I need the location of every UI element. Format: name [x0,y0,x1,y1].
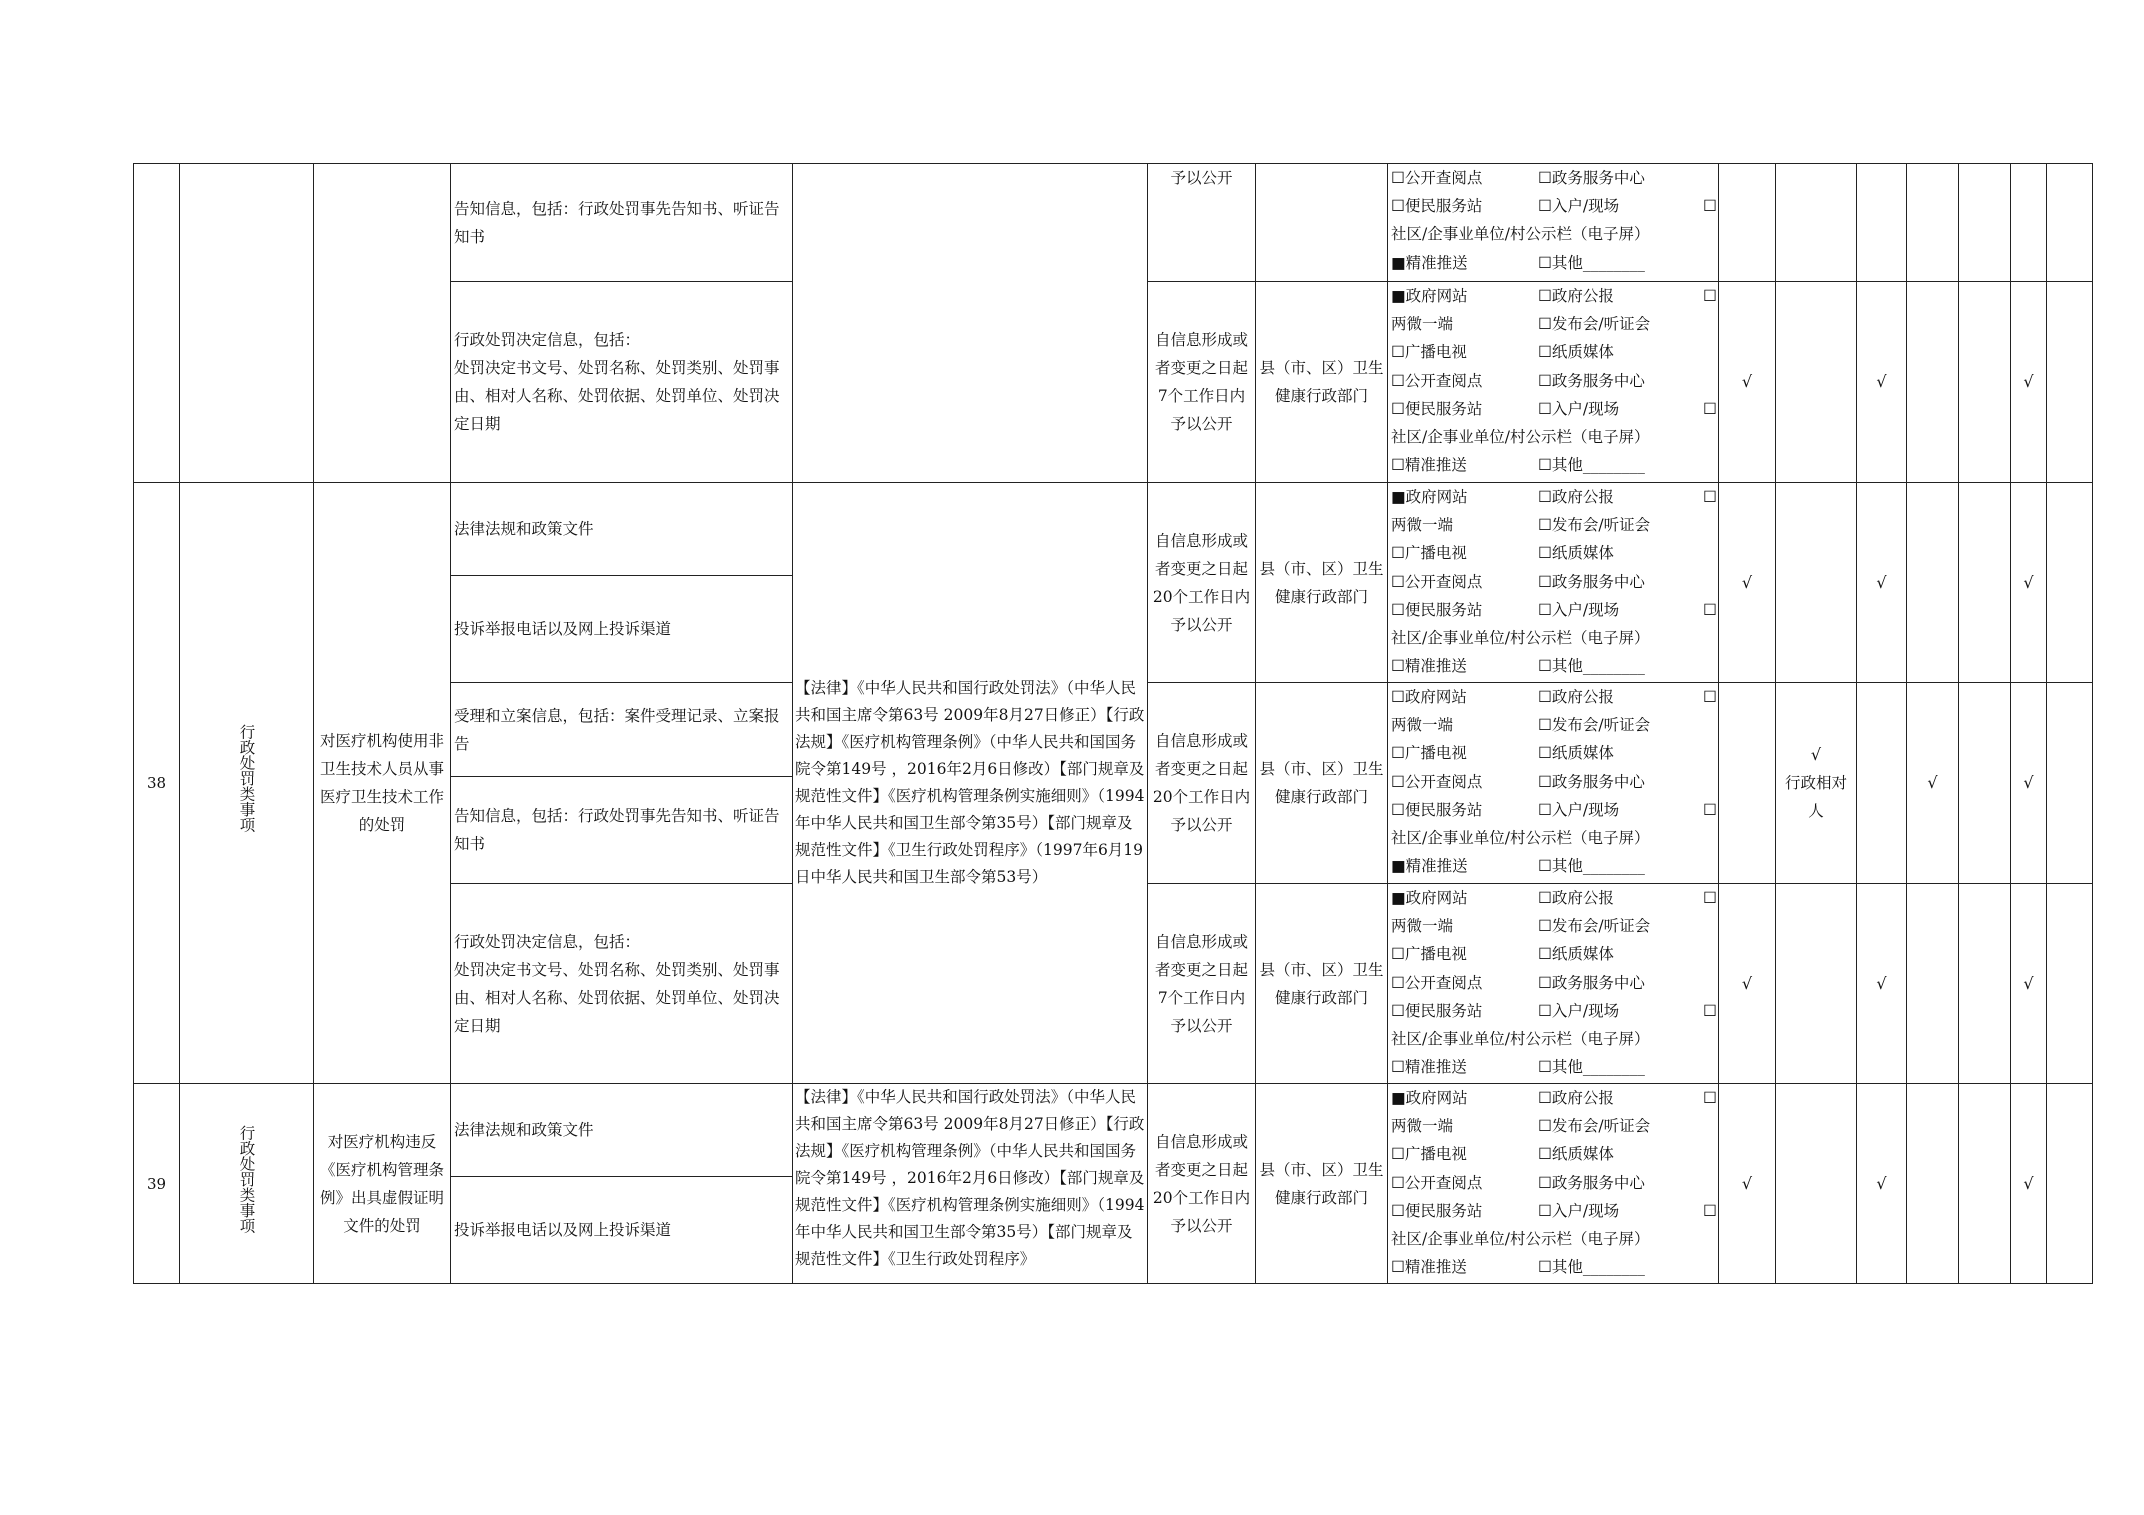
channel-option: 两微一端 [1391,516,1454,535]
channel-option-row [1391,1169,1715,1197]
channel-option: ☐纸质媒体 [1538,945,1614,964]
channel-option: 两微一端 [1391,1117,1454,1136]
time-cell: 自信息形成或者变更之日起7个工作日内予以公开 [1148,884,1256,1084]
channel-option-row [1391,1225,1715,1253]
row-number-cell: 39 [134,1084,180,1284]
basis-cell [793,164,1148,483]
channel-option-row [1391,483,1715,511]
tick-cell [2011,164,2047,282]
channel-option: ■政府网站 [1391,1089,1468,1107]
channel-option: ☐政府公报 [1538,1089,1614,1107]
channel-option [1703,1025,1715,1053]
channel-option: ☐政务服务中心 [1538,169,1645,187]
channel-option: ☐ [1703,800,1717,819]
channel-option: 社区/企事业单位/村公示栏（电子屏） [1391,428,1650,447]
channel-option [1703,768,1715,796]
channel-option: ☐入户/现场 [1538,1201,1620,1220]
channel-option-row [1391,1112,1715,1140]
channel-option-row [1391,768,1715,796]
channel-option-row [1391,1053,1715,1081]
tick-cell: √ [1857,1084,1907,1284]
channel-option: ☐公开查阅点 [1391,973,1483,992]
channel-option [1649,1025,1703,1053]
tick-cell [1959,164,2011,282]
channel-option: ☐纸质媒体 [1538,544,1614,563]
channel-option: ☐政务服务中心 [1538,572,1645,591]
channel-option [1703,367,1715,395]
tick-cell: √ [1857,282,1907,483]
channel-option: 社区/企事业单位/村公示栏（电子屏） [1391,629,1650,648]
time-cell: 自信息形成或者变更之日起7个工作日内予以公开 [1148,282,1256,483]
channel-option [1703,568,1715,596]
channel-option: ☐公开查阅点 [1391,169,1483,187]
content-cell: 告知信息，包括：行政处罚事先告知书、听证告知书 [451,164,793,282]
tick-cell: √ [1719,483,1776,683]
tick-cell: √ [1719,884,1776,1084]
channel-option-row [1391,596,1715,624]
channels-cell [1388,483,1719,683]
channel-option-row [1391,1140,1715,1168]
content-line: 处罚决定书文号、处罚名称、处罚类别、处罚事由、相对人名称、处罚依据、处罚单位、处罚决定日期 [454,960,780,1035]
channel-option [1703,1112,1715,1140]
item-cell [314,164,451,483]
channel-option [1703,451,1715,479]
channel-option-row [1391,511,1715,539]
channel-option: ☐政府公报 [1538,488,1614,506]
channel-option: ☐便民服务站 [1391,600,1483,619]
tick-cell [1959,683,2011,884]
channel-option: ☐发布会/听证会 [1538,917,1651,936]
tick-cell [2047,1084,2093,1284]
channel-option: ☐ [1703,488,1717,506]
channel-option: ■政府网站 [1391,889,1468,907]
channels-cell [1388,683,1719,884]
channel-option [1703,539,1715,567]
channel-option-row [1391,282,1715,310]
tick-cell: √ [2011,483,2047,683]
channel-option: ☐便民服务站 [1391,800,1483,819]
channel-option: ☐其他________ [1538,1258,1645,1277]
channel-option: ☐发布会/听证会 [1538,716,1651,735]
content-cell: 受理和立案信息，包括：案件受理记录、立案报告 [451,683,793,777]
channel-option [1703,824,1715,852]
channel-option: ☐ [1703,889,1717,907]
object-label: 行政相对人 [1784,774,1847,820]
channel-option-row [1391,624,1715,652]
channel-option [1703,1253,1715,1281]
channel-option: 社区/企事业单位/村公示栏（电子屏） [1391,829,1650,848]
channel-option: ☐公开查阅点 [1391,371,1483,390]
content-cell: 投诉举报电话以及网上投诉渠道 [451,576,793,683]
channel-option: ☐其他________ [1538,456,1645,475]
tick-cell [1719,683,1776,884]
channel-option-row [1391,824,1715,852]
channel-option [1649,220,1703,248]
tick-cell: √ [2011,282,2047,483]
channel-option-row [1391,796,1715,824]
content-line: 处罚决定书文号、处罚名称、处罚类别、处罚事由、相对人名称、处罚依据、处罚单位、处罚决定日期 [454,359,780,433]
table-row [134,1084,2093,1177]
channel-option: ☐精准推送 [1391,1058,1467,1077]
channel-option: ☐公开查阅点 [1391,1173,1483,1192]
channel-option [1703,338,1715,366]
channel-option [1703,912,1715,940]
channel-option: ☐精准推送 [1391,1258,1467,1277]
category-text: 行政处罚类事项 [237,724,256,833]
tick-cell [1776,884,1857,1084]
channel-option [1649,1225,1703,1253]
channel-option-row [1391,192,1715,220]
channel-option-row [1391,568,1715,596]
row-number-cell [134,164,180,483]
channel-option [1703,739,1715,767]
tick-cell: √ [2011,683,2047,884]
tick-cell [1907,483,1959,683]
channel-option: ☐广播电视 [1391,744,1467,763]
channel-option: ☐其他________ [1538,857,1645,876]
document-page [133,163,2093,1284]
channel-option [1703,624,1715,652]
basis-cell: 【法律】《中华人民共和国行政处罚法》（中华人民共和国主席令第63号 2009年8月27日修正）【行政法规】《医疗机构管理条例》（中华人民共和国国务院令第149号 ，2016年2月6日修改）【部门规章及规范性文件】《医疗机构管理条例实施细则》（1994年中华人民共和国卫生部令第35号）【部门规章及规范性文件】《卫生行政处罚程序》 [793,1084,1148,1284]
table-row [134,483,2093,576]
channels-cell [1388,164,1719,282]
channel-option: ☐发布会/听证会 [1538,516,1651,535]
channel-option [1703,852,1715,880]
channel-option-row [1391,539,1715,567]
channel-option: ☐ [1703,197,1717,216]
channel-option-row [1391,1084,1715,1112]
channel-option: ☐精准推送 [1391,657,1467,676]
channel-option-row [1391,1197,1715,1225]
tick-mark: √ [1810,745,1822,764]
channel-option-row [1391,310,1715,338]
channel-option [1703,1053,1715,1081]
channel-option: 两微一端 [1391,716,1454,735]
category-cell [180,164,314,483]
category-cell [180,483,314,1084]
channel-option-row [1391,451,1715,479]
channel-option: ☐便民服务站 [1391,197,1483,216]
channel-option [1649,824,1703,852]
channel-option: ☐纸质媒体 [1538,343,1614,362]
channel-option: ☐ [1703,1001,1717,1020]
channel-option: 社区/企事业单位/村公示栏（电子屏） [1391,1030,1650,1049]
channel-option: ☐便民服务站 [1391,1201,1483,1220]
tick-cell [2047,884,2093,1084]
channel-option: ☐公开查阅点 [1391,572,1483,591]
tick-cell [1857,164,1907,282]
channel-option-row [1391,940,1715,968]
channel-option [1649,624,1703,652]
time-cell: 自信息形成或者变更之日起20个工作日内予以公开 [1148,1084,1256,1284]
tick-cell [1907,282,1959,483]
subject-cell: 县（市、区）卫生健康行政部门 [1256,884,1388,1084]
content-cell: 告知信息，包括：行政处罚事先告知书、听证告知书 [451,777,793,884]
channel-option [1703,423,1715,451]
channel-option [1703,1225,1715,1253]
tick-cell [1907,1084,1959,1284]
time-cell: 自信息形成或者变更之日起20个工作日内予以公开 [1148,483,1256,683]
channel-option: ☐便民服务站 [1391,1001,1483,1020]
channel-option: ☐便民服务站 [1391,399,1483,418]
channel-option [1703,940,1715,968]
channel-option-row [1391,711,1715,739]
tick-cell [1907,164,1959,282]
channel-option [1703,652,1715,680]
channel-option [1649,423,1703,451]
disclosure-table [133,163,2093,1284]
basis-cell: 【法律】《中华人民共和国行政处罚法》（中华人民共和国主席令第63号 2009年8月27日修正）【行政法规】《医疗机构管理条例》（中华人民共和国国务院令第149号 ，2016年2月6日修改）【部门规章及规范性文件】《医疗机构管理条例实施细则》（1994年中华人民共和国卫生部令第35号）【部门规章及规范性文件】《卫生行政处罚程序》（1997年6月19日中华人民共和国卫生部令第53号） [793,483,1148,1084]
channel-option: 社区/企事业单位/村公示栏（电子屏） [1391,1230,1650,1249]
tick-cell [1959,1084,2011,1284]
channel-option: ☐ [1703,1089,1717,1107]
channel-option: ☐其他________ [1538,1058,1645,1077]
tick-cell [2047,483,2093,683]
channel-option: ☐精准推送 [1391,456,1467,475]
channel-option: ☐广播电视 [1391,343,1467,362]
channels-cell [1388,282,1719,483]
channels-cell [1388,1084,1719,1284]
table-row [134,164,2093,282]
channel-option-row [1391,739,1715,767]
channel-option [1703,1169,1715,1197]
channel-option [1703,511,1715,539]
channel-option: ☐ [1703,688,1717,706]
channel-option: ☐政府公报 [1538,287,1614,305]
tick-cell: √ [2011,1084,2047,1284]
tick-cell [1776,483,1857,683]
content-cell: 法律法规和政策文件 [451,483,793,576]
channel-option [1703,220,1715,248]
channel-option: ☐入户/现场 [1538,197,1620,216]
content-line: 行政处罚决定信息，包括： [454,932,641,951]
channel-option: ☐ [1703,600,1717,619]
content-line: 行政处罚决定信息，包括： [454,331,641,349]
channel-option: ☐广播电视 [1391,1145,1467,1164]
channel-option-row [1391,969,1715,997]
channel-option: 社区/企事业单位/村公示栏（电子屏） [1391,225,1650,244]
tick-cell: √ [1857,884,1907,1084]
tick-cell: √ [2011,884,2047,1084]
channel-option: ☐入户/现场 [1538,600,1620,619]
channel-option-row [1391,367,1715,395]
channel-option: ■政府网站 [1391,287,1468,305]
channel-option: ☐纸质媒体 [1538,1145,1614,1164]
tick-cell [1959,884,2011,1084]
channel-option-row [1391,423,1715,451]
channel-option: ■精准推送 [1391,857,1468,876]
time-cell: 自信息形成或者变更之日起20个工作日内予以公开 [1148,683,1256,884]
channel-option: 两微一端 [1391,917,1454,936]
tick-cell: √ [1719,282,1776,483]
content-cell [451,884,793,1084]
channel-option: ☐ [1703,1201,1717,1220]
channel-option-row [1391,652,1715,680]
tick-cell [1719,164,1776,282]
channel-option [1703,164,1715,192]
channel-option [1703,1140,1715,1168]
content-cell: 法律法规和政策文件 [451,1084,793,1177]
channel-option: ☐广播电视 [1391,544,1467,563]
tick-cell [2047,683,2093,884]
tick-cell [1959,483,2011,683]
channel-option: ■精准推送 [1391,253,1468,272]
channel-option-row [1391,884,1715,912]
channels-cell [1388,884,1719,1084]
tick-cell: √ [1907,683,1959,884]
tick-cell [1959,282,2011,483]
channel-option-row [1391,249,1715,277]
channel-option-row [1391,683,1715,711]
channel-option [1703,249,1715,277]
channel-option: ☐政府网站 [1391,688,1467,706]
tick-cell: √ [1857,483,1907,683]
channel-option-row [1391,220,1715,248]
tick-cell [1857,683,1907,884]
content-cell: 投诉举报电话以及网上投诉渠道 [451,1177,793,1284]
channel-option: ☐广播电视 [1391,945,1467,964]
channel-option: ☐其他________ [1538,657,1645,676]
subject-cell: 县（市、区）卫生健康行政部门 [1256,483,1388,683]
channel-option: ☐政府公报 [1538,688,1614,706]
row-number-cell: 38 [134,483,180,1084]
channel-option: ☐政府公报 [1538,889,1614,907]
channel-option-row [1391,997,1715,1025]
channel-option: ☐纸质媒体 [1538,744,1614,763]
channel-option: ☐入户/现场 [1538,800,1620,819]
channel-option [1703,310,1715,338]
item-cell: 对医疗机构违反《医疗机构管理条例》出具虚假证明文件的处罚 [314,1084,451,1284]
channel-option-row [1391,1253,1715,1281]
tick-cell [1776,282,1857,483]
channel-option [1703,711,1715,739]
channel-option: ☐政务服务中心 [1538,973,1645,992]
subject-cell [1256,164,1388,282]
channel-option: ☐ [1703,399,1717,418]
channel-option: 两微一端 [1391,315,1454,334]
tick-cell: √ [1719,1084,1776,1284]
channel-option-row [1391,164,1715,192]
object-cell [1776,683,1857,884]
channel-option: ☐入户/现场 [1538,1001,1620,1020]
channel-option-row [1391,912,1715,940]
tick-cell [1776,1084,1857,1284]
subject-cell: 县（市、区）卫生健康行政部门 [1256,1084,1388,1284]
tick-cell [1776,164,1857,282]
channel-option: ☐政务服务中心 [1538,772,1645,791]
channel-option: ☐入户/现场 [1538,399,1620,418]
channel-option: ☐其他________ [1538,253,1645,272]
channel-option: ☐政务服务中心 [1538,1173,1645,1192]
channel-option-row [1391,852,1715,880]
subject-cell: 县（市、区）卫生健康行政部门 [1256,282,1388,483]
channel-option: ☐政务服务中心 [1538,371,1645,390]
content-cell [451,282,793,483]
subject-cell: 县（市、区）卫生健康行政部门 [1256,683,1388,884]
tick-cell [1907,884,1959,1084]
tick-cell [2047,164,2093,282]
tick-cell [2047,282,2093,483]
category-text: 行政处罚类事项 [237,1124,256,1234]
category-cell [180,1084,314,1284]
channel-option: ☐发布会/听证会 [1538,315,1651,334]
item-cell: 对医疗机构使用非卫生技术人员从事医疗卫生技术工作的处罚 [314,483,451,1084]
channel-option-row [1391,1025,1715,1053]
channel-option-row [1391,395,1715,423]
time-cell: 予以公开 [1148,164,1256,282]
channel-option: ☐ [1703,287,1717,305]
channel-option: ☐发布会/听证会 [1538,1117,1651,1136]
channel-option [1703,969,1715,997]
channel-option-row [1391,338,1715,366]
channel-option: ☐公开查阅点 [1391,772,1483,791]
channel-option: ■政府网站 [1391,488,1468,506]
